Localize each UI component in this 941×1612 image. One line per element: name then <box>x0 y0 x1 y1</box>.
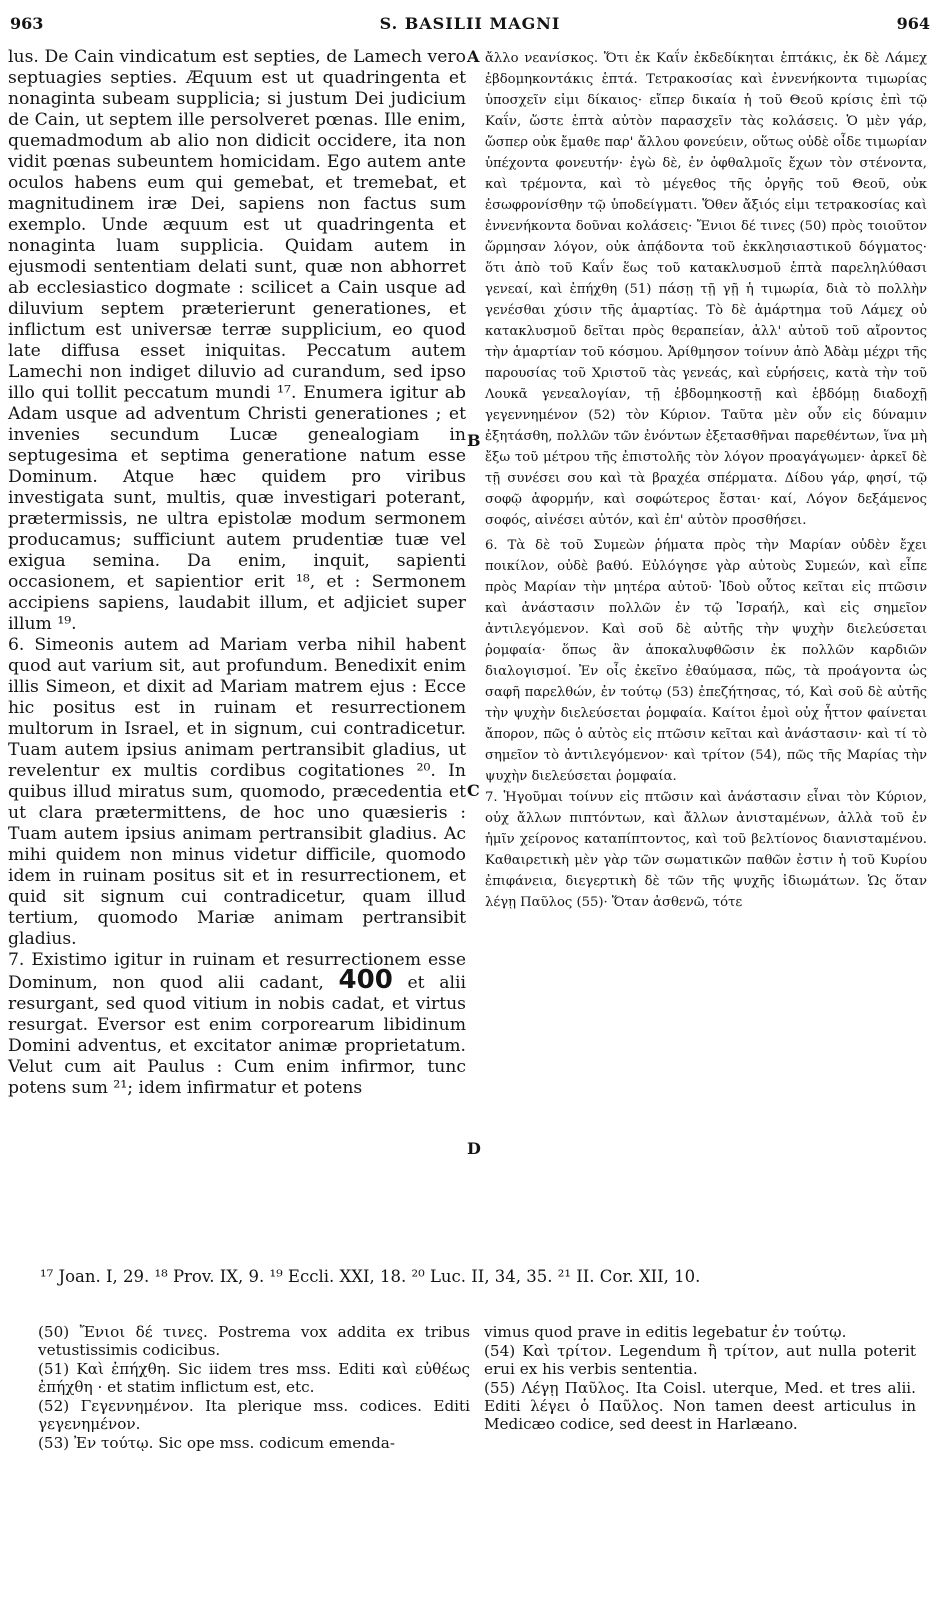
section-marker-d: D <box>467 1139 481 1158</box>
section-marker-b: B <box>467 431 481 450</box>
scripture-references: ¹⁷ Joan. I, 29. ¹⁸ Prov. IX, 9. ¹⁹ Eccli. XXI, 18. ²⁰ Luc. II, 34, 35. ²¹ II. Cor. XII, 10. <box>40 1267 701 1286</box>
greek-paragraph-2: 6. Τὰ δὲ τοῦ Συμεὼν ῥήματα πρὸς τὴν Μαρίαν οὐδὲν ἔχει ποικίλον, οὐδὲ βαθύ. Εὐλόγησε γὰρ αὐτοὺς Συμεών, καὶ εἶπε πρὸς Μαρίαν τὴν μητέρα αὐτοῦ· Ἰδοὺ οὗτος κεῖται εἰς πτῶσιν καὶ ἀνάστασιν πολλῶν ἐν τῷ Ἰσραήλ, καὶ εἰς σημεῖον ἀντιλεγόμενον. Καὶ σοῦ δὲ αὐτῆς τὴν ψυχὴν διελεύσεται ῥομφαία· ὅπως ἂν ἀποκαλυφθῶσιν ἐκ πολλῶν καρδιῶν διαλογισμοί. Ἐν οἷς ἐκεῖνο ἐθαύμασα, πῶς, τὰ προάγοντα ὡς σαφῆ παρελθών, ἐν τούτῳ (53) ἐπεζήτησας, τό, Καὶ σοῦ δὲ αὐτῆς τὴν ψυχὴν διελεύσεται ῥομφαία. Καίτοι ἐμοὶ οὐχ ἧττον φαίνεται ἄπορον, πῶς ὁ αὐτὸς εἰς πτῶσιν κεῖται καὶ ἀνάστασιν· καὶ τί τὸ σημεῖον τὸ ἀντιλεγόμενον· καὶ τρίτον (54), πῶς τῆς Μαρίας τὴν ψυχὴν διελεύσεται ῥομφαία. <box>485 538 927 784</box>
running-title: S. BASILII MAGNI <box>379 14 561 33</box>
note-53-end: vimus quod prave in editis legebatur ἐν τούτῳ. <box>484 1323 847 1341</box>
page-number-left: 963 <box>10 14 44 33</box>
note-54: (54) Καὶ τρίτον. Legendum ἢ τρίτον, aut nulla poterit erui ex his verbis sententia. <box>484 1342 916 1378</box>
note-55: (55) Λέγῃ Παῦλος. Ita Coisl. uterque, Med. et tres alii. Editi λέγει ὁ Παῦλος. Non tamen deest articulus in Medicæo codice, sed deest in Harlæano. <box>484 1379 916 1433</box>
note-52: (52) Γεγεννημένον. Ita plerique mss. codices. Editi γεγενημένον. <box>38 1397 470 1433</box>
notes-left-column <box>38 1323 470 1452</box>
notes-right-column <box>484 1323 916 1433</box>
note-53-start: (53) Ἐν τούτῳ. Sic ope mss. codicum emenda- <box>38 1434 395 1452</box>
greek-paragraph-1: ἄλλο νεανίσκος. Ὅτι ἐκ Καΐν ἐκδεδίκηται ἑπτάκις, ἐκ δὲ Λάμεχ ἑβδομηκοντάκις ἑπτά. Τετρακοσίας καὶ ἐννενήκοντα τιμωρίας ὑποσχεῖν εἰμι δίκαιος· εἴπερ δικαία ἡ τοῦ Θεοῦ κρίσις ἐπὶ τῷ Καΐν, ὥστε ἑπτὰ αὐτὸν παρασχεῖν τὰς κολάσεις. Ὁ μὲν γάρ, ὥσπερ οὐκ ἔμαθε παρ' ἄλλου φονεύειν, οὕτως οὐδὲ οἶδε τιμωρίαν ὑπέχοντα φονευτήν· ἐγὼ δὲ, ἐν ὀφθαλμοῖς ἔχων τὸν στένοντα, καὶ τρέμοντα, καὶ τὸ μέγεθος τῆς ὀργῆς τοῦ Θεοῦ, οὐκ ἐσωφρονίσθην τῷ ὑποδείγματι. Ὅθεν ἄξιός εἰμι τετρακοσίας καὶ ἐννενήκοντα δοῦναι κολάσεις· Ἔνιοι δέ τινες (50) πρὸς τοιοῦτον ὥρμησαν λόγον, οὐκ ἀπᾴδοντα τοῦ ἐκκλησιαστικοῦ δόγματος· ὅτι ἀπὸ τοῦ Καΐν ἕως τοῦ κατακλυσμοῦ ἑπτὰ παρεληλύθασι γενεαί, καὶ ἐπήχθη (51) πάσῃ τῇ γῇ ἡ τιμωρία, διὰ τὸ πολλὴν γενέσθαι χύσιν τῆς ἁμαρτίας. Τὸ δὲ ἁμάρτημα τοῦ Λάμεχ οὐ κατακλυσμοῦ δεῖται πρὸς θεραπείαν, ἀλλ' αὐτοῦ τοῦ αἴροντος τὴν ἁμαρτίαν τοῦ κόσμου. Ἀρίθμησον τοίνυν ἀπὸ Ἀδὰμ μέχρι τῆς παρουσίας τοῦ Χριστοῦ τὰς γενεάς, καὶ εὑρήσεις, κατὰ τὴν τοῦ Λουκᾶ γενεαλογίαν, τῇ ἑβδομηκοστῇ καὶ ἑβδόμῃ διαδοχῇ γεγεννημένον (52) τὸν Κύριον. Ταῦτα μὲν οὖν εἰς δύναμιν ἐξητάσθη, πολλῶν τῶν ἐνόντων ἐξετασθῆναι παρεθέντων, ἵνα μὴ ἔξω τοῦ μέτρου τῆς ἐπιστολῆς τὸν λόγον προαγάγωμεν· ἀρκεῖ δὲ τῇ συνέσει σου καὶ τὰ βραχέα σπέρματα. Δίδου γάρ, φησί, τῷ σοφῷ ἀφορμήν, καὶ σοφώτερος ἔσται· καί, Λόγον δεξάμενος σοφός, αἰνέσει αὐτόν, καὶ ἐπ' αὐτὸν προσθήσει. <box>485 51 927 528</box>
column-number: 400 <box>338 965 393 995</box>
greek-paragraph-3: 7. Ἡγοῦμαι τοίνυν εἰς πτῶσιν καὶ ἀνάστασιν εἶναι τὸν Κύριον, οὐχ ἄλλων πιπτόντων, καὶ ἄλλων ἀνισταμένων, ἀλλὰ τοῦ ἐν ἡμῖν χείρονος καταπίπτοντος, καὶ τοῦ βελτίονος διανισταμένου. Καθαιρετικὴ μὲν γὰρ τῶν σωματικῶν παθῶν ἐστιν ἡ τοῦ Κυρίου ἐπιφάνεια, διεγερτικὴ δὲ τῶν τῆς ψυχῆς ἰδιωμάτων. Ὡς ὅταν λέγῃ Παῦλος (55)· Ὅταν ἀσθενῶ, τότε <box>485 790 927 910</box>
section-marker-c: C <box>467 781 480 800</box>
latin-paragraph-1: lus. De Cain vindicatum est septies, de Lamech vero septuagies septies. Æquum est ut quadringenta et nonaginta subeam supplicia; si justum Dei judicium de Cain, ut septem ille persolveret pœnas. Ille enim, quemadmodum ab alio non didicit occidere, ita non vidit pœnas subeuntem homicidam. Ego autem ante oculos habens eum qui gemebat, et tremebat, et magnitudinem iræ Dei, sapiens non factus sum exemplo. Unde æquum est ut quadringenta et nonaginta luam supplicia. Quidam autem in ejusmodi sententiam delati sunt, quæ non abhorret ab ecclesiastico dogmate : scilicet a Cain usque ad diluvium septem præterierunt generationes, et inflictum est universæ terræ supplicium, eo quod late diffusa esset iniquitas. Peccatum autem Lamechi non indiget diluvio ad curandum, sed ipso illo qui tollit peccatum mundi ¹⁷. Enumera igitur ab Adam usque ad adventum Christi generationes ; et invenies secundum Lucæ genealogiam in septugesima et septima generatione natum esse Dominum. Atque hæc quidem pro viribus investigata sunt, multis, quæ investigari poterant, prætermissis, ne ultra epistolæ modum sermonem producamus; sufficiunt autem prudentiæ tuæ vel exigua semina. Da enim, inquit, sapienti occasionem, et sapientior erit ¹⁸, et : Sermonem accipiens sapiens, laudabit illum, et adjiciet super illum ¹⁹. <box>8 47 466 634</box>
section-marker-a: A <box>467 47 480 66</box>
page-header <box>10 14 930 40</box>
latin-paragraph-3 <box>8 950 466 1099</box>
latin-paragraph-3-start: 7. Existimo igitur in ruinam et resurrectionem esse Dominum, non quod alii cadant, <box>8 950 466 993</box>
latin-paragraph-3-end: et alii resurgant, sed quod vitium in nobis cadat, et virtus resurgat. Eversor est enim corporearum libidinum Domini adventus, et excitator animæ proprietatum. Velut cum ait Paulus : Cum enim infirmor, tunc potens sum ²¹; idem infirmatur et potens <box>8 973 467 1098</box>
latin-paragraph-2: 6. Simeonis autem ad Mariam verba nihil habent quod aut varium sit, aut profundum. Benedixit enim illis Simeon, et dixit ad Mariam matrem ejus : Ecce hic positus est in ruinam et resurrectionem multorum in Israel, et in signum, cui contradicetur. Tuam autem ipsius animam pertransibit gladius, ut revelentur ex multis cordibus cogitationes ²⁰. In quibus illud miratus sum, quomodo, præcedentia et ut clara prætermittens, de hoc uno quæsieris : Tuam autem ipsius animam pertransibit gladius. Ac mihi quidem non minus videtur difficile, quomodo idem in ruinam positus sit et in resurrectionem, et quid sit signum cui contradicetur, quam illud tertium, quomodo Mariæ animam pertransibit gladius. <box>8 635 466 949</box>
latin-column <box>8 47 466 1099</box>
note-51: (51) Καὶ ἐπήχθη. Sic iidem tres mss. Editi καὶ εὐθέως ἐπήχθη · et statim inflictum est, etc. <box>38 1360 470 1396</box>
note-50: (50) Ἔνιοι δέ τινες. Postrema vox addita ex tribus vetustissimis codicibus. <box>38 1323 470 1359</box>
greek-column <box>485 48 927 913</box>
page-number-right: 964 <box>896 14 930 33</box>
